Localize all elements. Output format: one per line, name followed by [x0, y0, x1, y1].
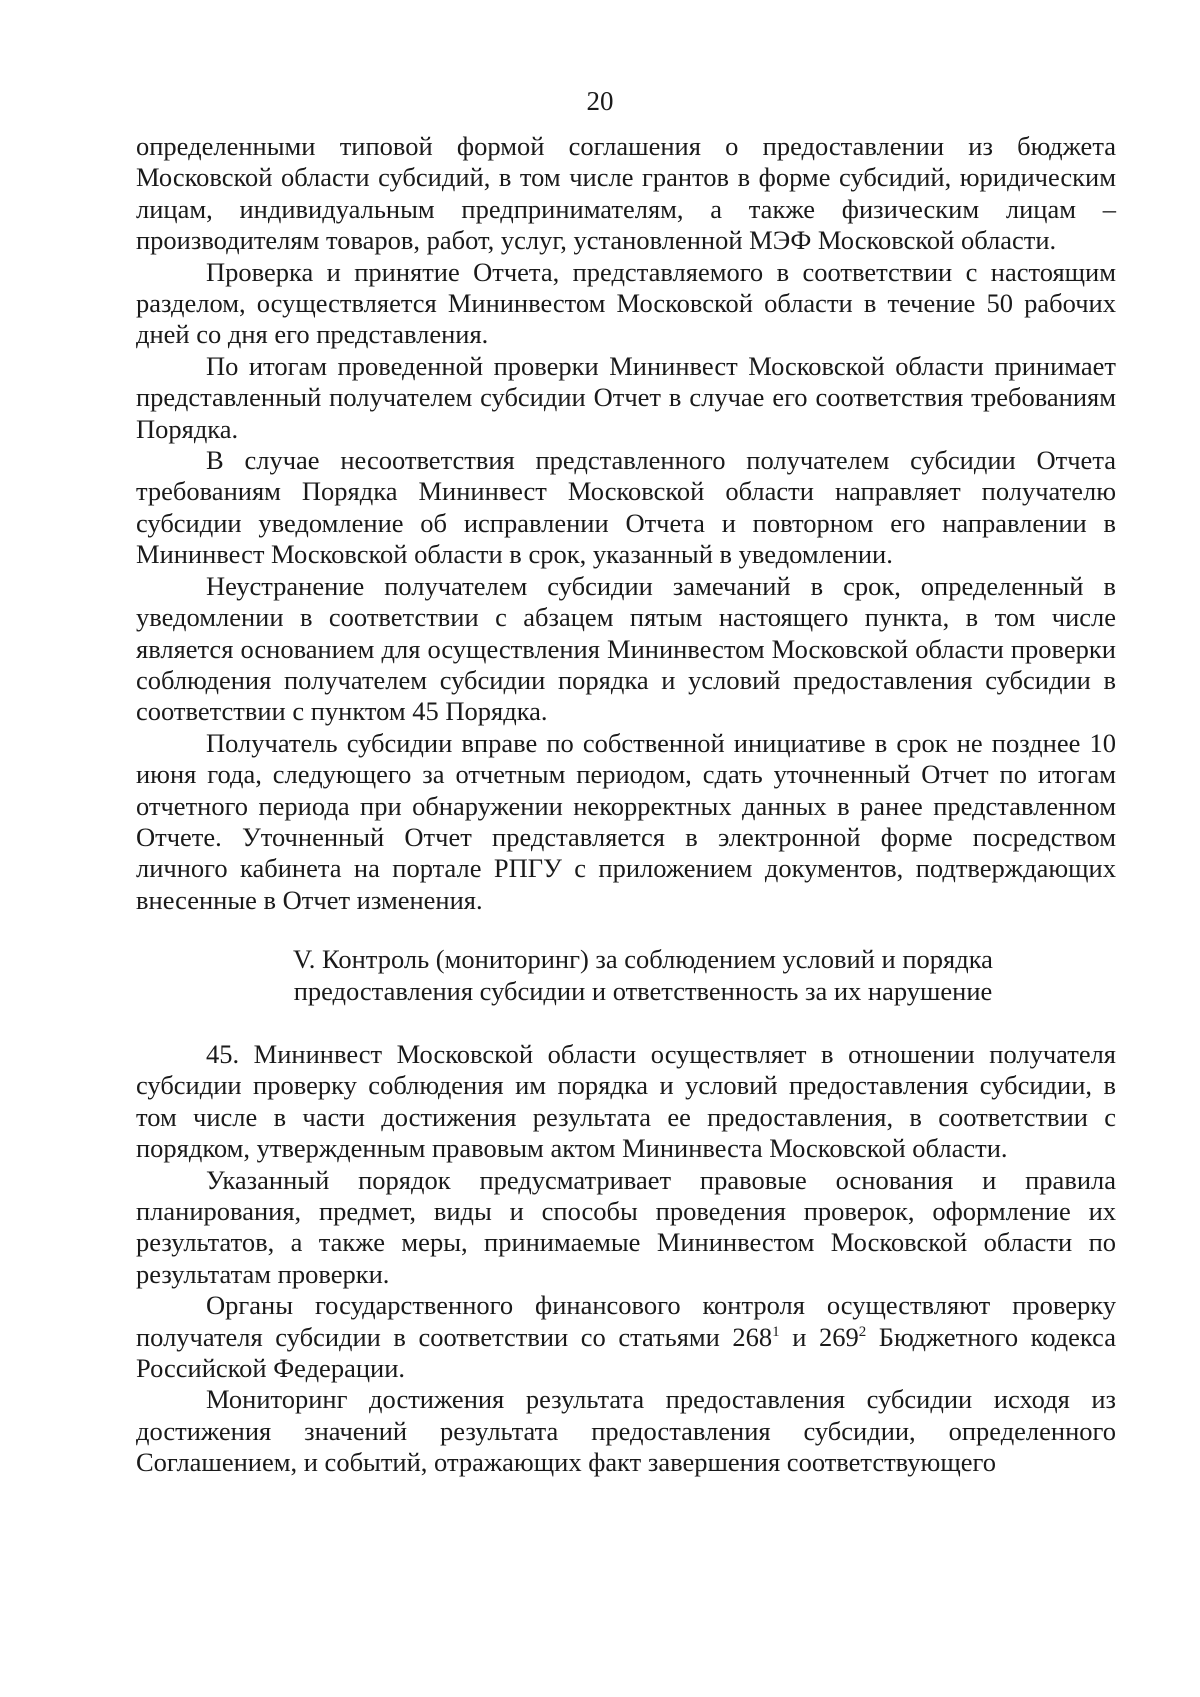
section-heading-line-2: предоставления субсидии и ответственность за их нарушение: [293, 975, 993, 1006]
document-body: [136, 131, 1116, 1479]
section-heading: [136, 944, 1008, 1007]
paragraph-item-45: 45. Мининвест Московской области осуществляет в отношении получателя субсидии проверку соблюдения им порядка и условий предоставления субсидии, в том числе в части достижения результата ее предоставления, в соответствии с порядком, утвержденным правовым актом Мининвеста Московской области.: [136, 1038, 1116, 1164]
paragraph-procedure: Указанный порядок предусматривает правовые основания и правила планирования, предмет, виды и способы проведения проверок, оформление их результатов, а также меры, принимаемые Мининвестом Московской области по результатам проверки.: [136, 1164, 1116, 1289]
paragraph-financial-control: [136, 1290, 1116, 1384]
footnote-mark-2: 2: [858, 1323, 867, 1340]
control-text-after: Бюджетного кодекса Российской Федерации.: [136, 1321, 1116, 1384]
paragraph-report-acceptance: По итогам проведенной проверки Мининвест Московской области принимает представленный получателем субсидии Отчет в случае его соответствия требованиям Порядка.: [136, 350, 1116, 444]
paragraph-monitoring: Мониторинг достижения результата предоставления субсидии исходя из достижения значений результата предоставления субсидии, определенного Соглашением, и событий, отражающих факт завершения соответствующего: [136, 1384, 1116, 1478]
paragraph-refined-report: Получатель субсидии вправе по собственной инициативе в срок не позднее 10 июня года, следующего за отчетным периодом, сдать уточненный Отчет по итогам отчетного периода при обнаружении некорректных данных в ранее представленном Отчете. Уточненный Отчет представляется в электронной форме посредством личного кабинета на портале РПГУ с приложением документов, подтверждающих внесенные в Отчет изменения.: [136, 727, 1116, 915]
page-number: 20: [586, 86, 614, 116]
footnote-mark-1: 1: [772, 1323, 780, 1340]
control-text-middle: и 269: [779, 1321, 859, 1352]
paragraph-report-mismatch: В случае несоответствия представленного получателем субсидии Отчета требованиям Порядка Мининвест Московской области направляет получателю субсидии уведомление об исправлении Отчета и повторном его направлении в Мининвест Московской области в срок, указанный в уведомлении.: [136, 445, 1116, 570]
paragraph-non-elimination: Неустранение получателем субсидии замечаний в срок, определенный в уведомлении в соответствии с абзацем пятым настоящего пункта, в том числе является основанием для осуществления Мининвестом Московской области проверки соблюдения получателем субсидии порядка и условий предоставления субсидии в соответствии с пунктом 45 Порядка.: [136, 570, 1116, 727]
paragraph-continuation: определенными типовой формой соглашения о предоставлении из бюджета Московской области субсидий, в том числе грантов в форме субсидий, юридическим лицам, индивидуальным предпринимателям, а также физическим лицам – производителям товаров, работ, услуг, установленной МЭФ Московской области.: [136, 131, 1116, 256]
paragraph-report-check: Проверка и принятие Отчета, представляемого в соответствии с настоящим разделом, осуществляется Мининвестом Московской области в течение 50 рабочих дней со дня его представления.: [136, 256, 1116, 350]
section-heading-line-1: V. Контроль (мониторинг) за соблюдением условий и порядка: [293, 944, 993, 975]
control-text-before: Органы государственного финансового контроля осуществляют проверку получателя субсидии в соответствии со статьями 268: [136, 1290, 1116, 1352]
